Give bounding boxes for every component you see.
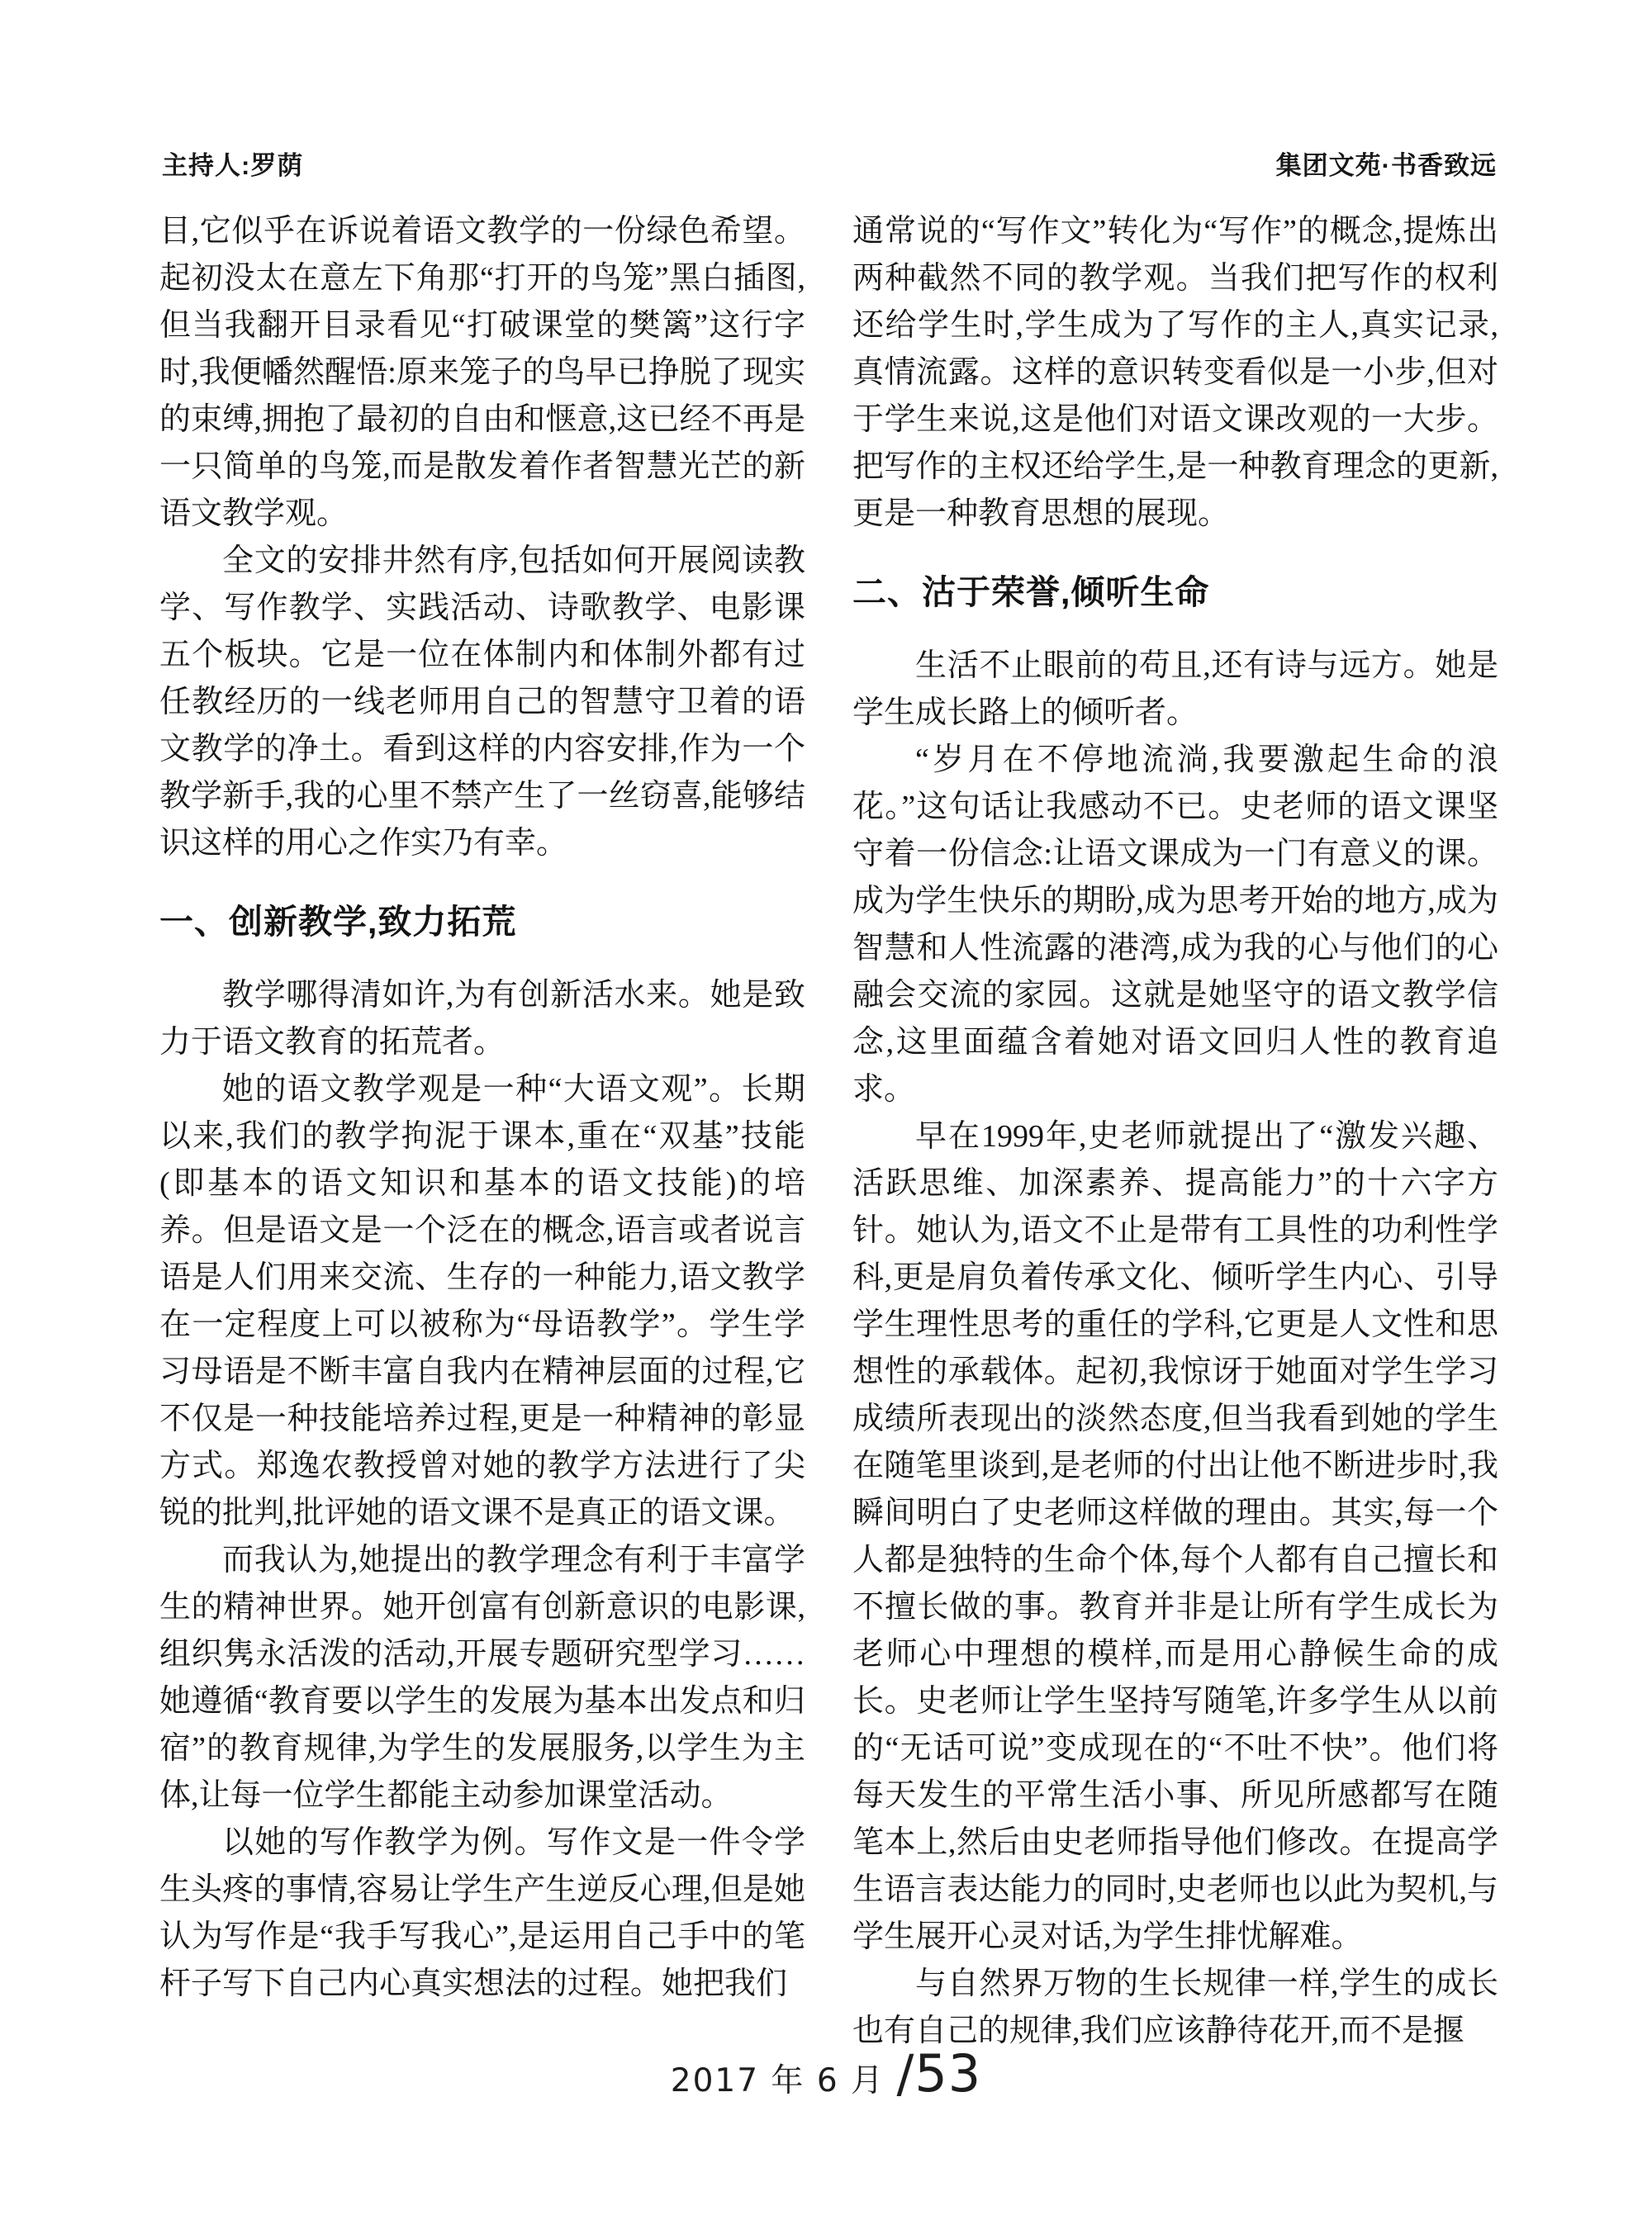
page-footer <box>0 2043 1652 2104</box>
page-header <box>162 149 1497 183</box>
paragraph: 全文的安排井然有序,包括如何开展阅读教学、写作教学、实践活动、诗歌教学、电影课五个板块。它是一位在体制内和体制外都有过任教经历的一线老师用自己的智慧守卫着的语文教学的净土。看到这样的内容安排,作为一个教学新手,我的心里不禁产生了一丝窃喜,能够结识这样的用心之作实乃有幸。 <box>159 543 805 861</box>
paragraph-continuation: 通常说的“写作文”转化为“写作”的概念,提炼出两种截然不同的教学观。当我们把写作的权利还给学生时,学生成为了写作的主人,真实记录,真情流露。这样的意识转变看似是一小步,但对于学生来说,这是他们对语文课改观的一大步。把写作的主权还给学生,是一种教育理念的更新,更是一种教育思想的展现。 <box>852 214 1498 531</box>
paragraph: 早在1999年,史老师就提出了“激发兴趣、活跃思维、加深素养、提高能力”的十六字方针。她认为,语文不止是带有工具性的功利性学科,更是肩负着传承文化、倾听学生内心、引导学生理性思考的重任的学科,它更是人文性和思想性的承载体。起初,我惊讶于她面对学生学习成绩所表现出的淡然态度,但当我看到她的学生在随笔里谈到,是老师的付出让他不断进步时,我瞬间明白了史老师这样做的理由。其实,每一个人都是独特的生命个体,每个人都有自己擅长和不擅长做的事。教育并非是让所有学生成长为老师心中理想的模样,而是用心静候生命的成长。史老师让学生坚持写随笔,许多学生从以前的“无话可说”变成现在的“不吐不快”。他们将每天发生的平常生活小事、所见所感都写在随笔本上,然后由史老师指导他们修改。在提高学生语言表达能力的同时,史老师也以此为契机,与学生展开心灵对话,为学生排忧解难。 <box>852 1119 1498 1954</box>
paragraph: 生活不止眼前的苟且,还有诗与远方。她是学生成长路上的倾听者。 <box>852 648 1498 730</box>
paragraph: 她的语文教学观是一种“大语文观”。长期以来,我们的教学拘泥于课本,重在“双基”技能(即基本的语文知识和基本的语文技能)的培养。但是语文是一个泛在的概念,语言或者说言语是人们用来交流、生存的一种能力,语文教学在一定程度上可以被称为“母语教学”。学生学习母语是不断丰富自我内在精神层面的过程,它不仅是一种技能培养过程,更是一种精神的彰显方式。郑逸农教授曾对她的教学方法进行了尖锐的批判,批评她的语文课不是真正的语文课。 <box>159 1072 805 1530</box>
paragraph: 以她的写作教学为例。写作文是一件令学生头疼的事情,容易让学生产生逆反心理,但是她认为写作是“我手写我心”,是运用自己手中的笔杆子写下自己内心真实想法的过程。她把我们 <box>159 1825 805 2001</box>
section-heading-1: 一、创新教学,致力拓荒 <box>159 903 517 941</box>
header-section-label: 集团文苑·书香致远 <box>1275 151 1497 180</box>
paragraph: 而我认为,她提出的教学理念有利于丰富学生的精神世界。她开创富有创新意识的电影课,组织隽永活泼的活动,开展专题研究型学习……她遵循“教育要以学生的发展为基本出发点和归宿”的教育规律,为学生的发展服务,以学生为主体,让每一位学生都能主动参加课堂活动。 <box>159 1543 805 1813</box>
article-columns <box>159 208 1498 2055</box>
paragraph: 与自然界万物的生长规律一样,学生的成长也有自己的规律,我们应该静待花开,而不是揠 <box>852 1966 1498 2048</box>
paragraph: 教学哪得清如许,为有创新活水来。她是致力于语文教育的拓荒者。 <box>159 978 805 1060</box>
section-heading-2: 二、沽于荣誉,倾听生命 <box>852 573 1210 611</box>
right-column <box>852 208 1498 2055</box>
paragraph-continuation: 目,它似乎在诉说着语文教学的一份绿色希望。起初没太在意左下角那“打开的鸟笼”黑白插图,但当我翻开目录看见“打破课堂的樊篱”这行字时,我便幡然醒悟:原来笼子的鸟早已挣脱了现实的束缚,拥抱了最初的自由和惬意,这已经不再是一只简单的鸟笼,而是散发着作者智慧光芒的新语文教学观。 <box>159 214 805 531</box>
header-host-label: 主持人:罗荫 <box>162 151 304 180</box>
footer-date: 2017 年 6 月 <box>670 2062 897 2099</box>
left-column <box>159 208 805 2055</box>
paragraph: “岁月在不停地流淌,我要激起生命的浪花。”这句话让我感动不已。史老师的语文课坚守着一份信念:让语文课成为一门有意义的课。成为学生快乐的期盼,成为思考开始的地方,成为智慧和人性流露的港湾,成为我的心与他们的心融会交流的家园。这就是她坚守的语文教学信念,这里面蕴含着她对语文回归人性的教育追求。 <box>852 742 1498 1107</box>
footer-page-number: /53 <box>896 2043 982 2104</box>
